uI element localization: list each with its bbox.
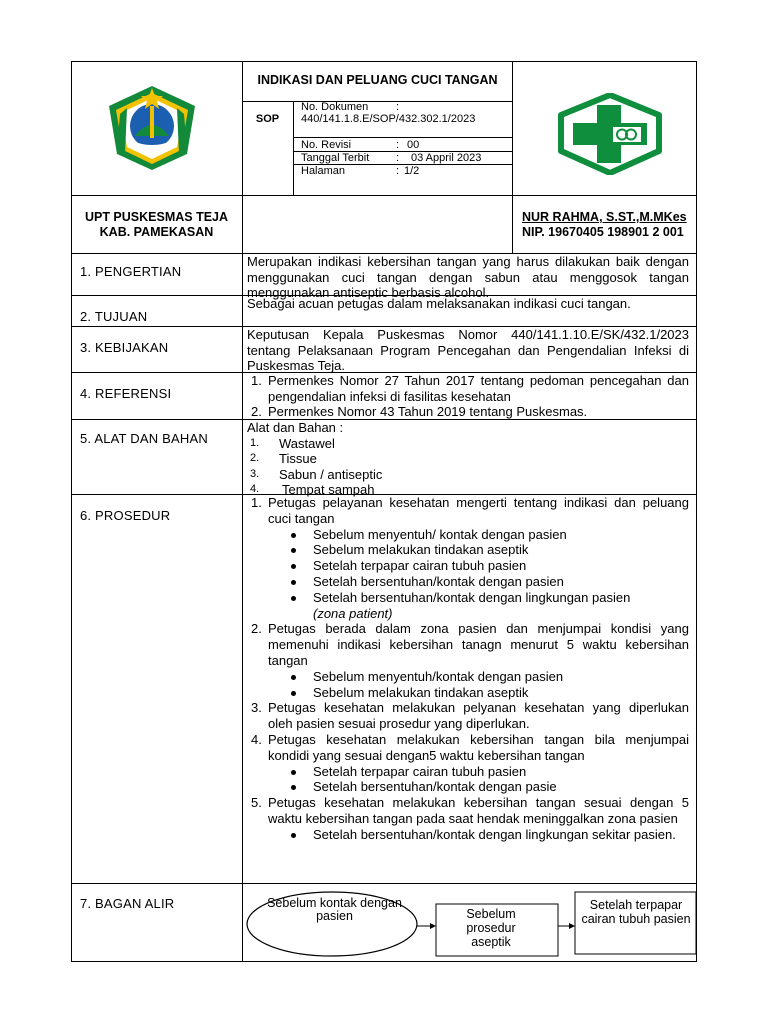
list-item: Sebelum melakukan tindakan aseptik bbox=[247, 542, 689, 558]
label-tujuan: 2. TUJUAN bbox=[80, 309, 148, 324]
procedure-step-4: 4. Petugas kesehatan melakukan kebersihan tangan bila menjumpai kondidi yang sesuai dengan5 waktu kebersihan tangan bbox=[251, 731, 689, 763]
label-prosedur: 6. PROSEDUR bbox=[80, 508, 171, 523]
issued-value: 03 Appril 2023 bbox=[411, 152, 482, 164]
issued-separator: : bbox=[396, 152, 400, 164]
sop-label: SOP bbox=[255, 113, 280, 125]
list-item: Sebelum menyentuh/kontak dengan pasien bbox=[247, 669, 689, 685]
list-item: Setelah terpapar cairan tubuh pasien bbox=[247, 764, 689, 780]
list-item: Setelah bersentuhan/kontak dengan lingkungan pasien bbox=[247, 590, 689, 606]
page-separator: : bbox=[396, 165, 400, 177]
puskesmas-cross-icon bbox=[557, 93, 663, 175]
doc-no-separator: : bbox=[396, 101, 400, 113]
list-item: 2. Permenkes Nomor 43 Tahun 2019 tentang Puskesmas. bbox=[251, 404, 588, 419]
doc-no-label: No. Dokumen bbox=[301, 101, 369, 113]
label-referensi: 4. REFERENSI bbox=[80, 386, 172, 401]
list-item: 1. Wastawel bbox=[250, 435, 335, 451]
signer-nip: NIP. 19670405 198901 2 001 bbox=[522, 225, 684, 239]
pengertian-text: Merupakan indikasi kebersihan tangan yang harus dilakukan baik dengan menggunakan cuci tangan dengan sabun atau menggosok tangan menggunakan antiseptic berbasis alcohol. bbox=[247, 254, 689, 300]
alat-intro: Alat dan Bahan : bbox=[247, 420, 344, 435]
procedure-step-3: 3. Petugas kesehatan melakukan pelyanan kesehatan yang diperlukan oleh pasien sesuai prosedur yang diperlukan. bbox=[251, 700, 689, 732]
kebijakan-text: Keputusan Kepala Puskesmas Nomor 440/141.1.10.E/SK/432.1/2023 tentang Pelaksanaan Program Pencegahan dan Pengendalian Infeksi di Puskesmas Teja. bbox=[247, 327, 689, 373]
kabupaten-emblem-icon bbox=[105, 84, 199, 172]
procedure-step-5: 5. Petugas kesehatan melakukan kebersihan tangan sesuai dengan 5 waktu kebersihan tangan pada saat hendak meninggalkan zona pasien bbox=[251, 795, 689, 826]
tujuan-text: Sebagai acuan petugas dalam melaksanakan indikasi cuci tangan. bbox=[247, 296, 631, 311]
label-kebijakan: 3. KEBIJAKAN bbox=[80, 340, 169, 355]
alat-bahan-list bbox=[247, 420, 689, 498]
prosedur-list bbox=[247, 495, 689, 843]
page-value: 1/2 bbox=[404, 165, 420, 177]
document-title: INDIKASI DAN PELUANG CUCI TANGAN bbox=[257, 73, 498, 87]
revision-separator: : bbox=[396, 139, 400, 151]
label-alat-bahan: 5. ALAT DAN BAHAN bbox=[80, 431, 208, 446]
list-item: 4. Tempat sampah bbox=[250, 482, 375, 497]
list-item: 1. Permenkes Nomor 27 Tahun 2017 tentang pedoman pencegahan dan pengendalian infeksi di fasilitas kesehatan bbox=[251, 373, 689, 404]
procedure-step-1: 1. Petugas pelayanan kesehatan mengerti tentang indikasi dan peluang cuci tangan bbox=[251, 495, 689, 526]
list-item: Setelah bersentuhan/kontak dengan pasie bbox=[247, 779, 689, 795]
list-item: 2. Tissue bbox=[250, 451, 317, 466]
issued-label: Tanggal Terbit bbox=[301, 152, 370, 164]
zona-patient-note: (zona patient) bbox=[313, 605, 393, 621]
list-item: Setelah bersentuhan/kontak dengan pasien bbox=[247, 574, 689, 590]
flow-node-2: Sebelum prosedur aseptik bbox=[466, 907, 516, 949]
flow-node-3: Setelah terpapar cairan tubuh pasien bbox=[581, 898, 691, 926]
flow-node-1: Sebelum kontak dengan pasien bbox=[267, 896, 402, 923]
label-bagan-alir: 7. BAGAN ALIR bbox=[80, 896, 175, 911]
list-item: Sebelum melakukan tindakan aseptik bbox=[247, 685, 689, 701]
page-label: Halaman bbox=[301, 165, 346, 177]
org-name: UPT PUSKESMAS TEJA bbox=[84, 210, 229, 224]
list-item: 3. Sabun / antiseptic bbox=[250, 466, 383, 482]
label-pengertian: 1. PENGERTIAN bbox=[80, 264, 182, 279]
revision-label: No. Revisi bbox=[301, 139, 352, 151]
list-item: Setelah bersentuhan/kontak dengan lingkungan sekitar pasien. bbox=[247, 827, 689, 843]
org-regency: KAB. PAMEKASAN bbox=[99, 225, 214, 239]
doc-no-value: 440/141.1.8.E/SOP/432.302.1/2023 bbox=[301, 113, 476, 125]
list-item: Sebelum menyentuh/ kontak dengan pasien bbox=[247, 527, 689, 543]
signer-name: NUR RAHMA, S.ST.,M.MKes bbox=[522, 210, 687, 224]
list-item: Setelah terpapar cairan tubuh pasien bbox=[247, 558, 689, 574]
procedure-step-2: 2. Petugas berada dalam zona pasien dan menjumpai kondisi yang memenuhi indikasi kebersihan tanagn menurut 5 waktu kebersihan tangan bbox=[251, 621, 689, 668]
referensi-list bbox=[247, 373, 689, 420]
revision-value: 00 bbox=[407, 139, 420, 151]
